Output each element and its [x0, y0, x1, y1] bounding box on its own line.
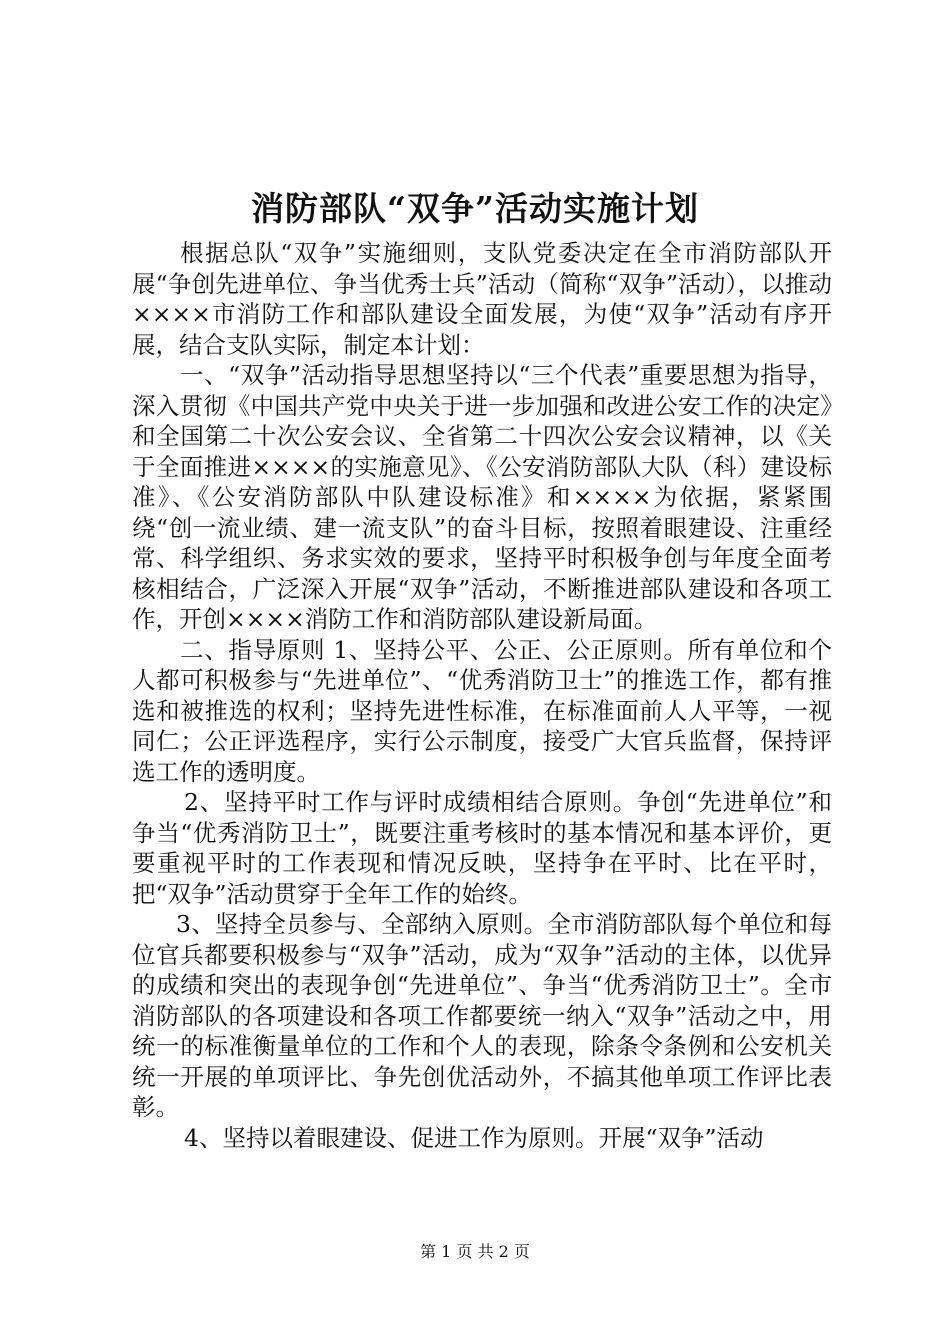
paragraph-principle-4: 4、坚持以着眼建设、促进工作为原则。开展“双争”活动 [184, 1123, 764, 1152]
page-footer: 第 1 页 共 2 页 [420, 1242, 530, 1261]
paragraph-guiding-principles: 二、指导原则 1、坚持公平、公正、公正原则。所有单位和个人都可积极参与“先进单位”、“优秀消防卫士”的推选工作，都有推选和被推选的权利；坚持先进性标准，在标准面前人人平等，一视同仁；公正评选程序，实行公示制度，接受广大官兵监督，保持评选工作的透明度。 [132, 635, 832, 786]
document-title: 消防部队“双争”活动实施计划 [251, 189, 699, 228]
paragraph-principle-3: 3、坚持全员参与、全部纳入原则。全市消防部队每个单位和每位官兵都要积极参与“双争”活动，成为“双争”活动的主体，以优异的成绩和突出的表现争创“先进单位”、争当“优秀消防卫士”。全市消防部队的各项建设和各项工作都要统一纳入“双争”活动之中，用统一的标准衡量单位的工作和个人的表现，除条令条例和公安机关统一开展的单项评比、争先创优活动外，不搞其他单项工作评比表彰。 [132, 910, 832, 1121]
paragraph-intro: 根据总队“双争”实施细则，支队党委决定在全市消防部队开展“争创先进单位、争当优秀士兵”活动（简称“双争”活动），以推动××××市消防工作和部队建设全面发展，为使“双争”活动有序开展，结合支队实际，制定本计划： [132, 239, 832, 359]
paragraph-principle-2: 2、坚持平时工作与评时成绩相结合原则。争创“先进单位”和争当“优秀消防卫士”，既要注重考核时的基本情况和基本评价，更要重视平时的工作表现和情况反映，坚持争在平时、比在平时，把“双争”活动贯穿于全年工作的始终。 [132, 788, 832, 908]
document-body [132, 238, 832, 1153]
paragraph-guiding-ideology: 一、“双争”活动指导思想坚持以“三个代表”重要思想为指导，深入贯彻《中国共产党中央关于进一步加强和改进公安工作的决定》和全国第二十次公安会议、全省第二十四次公安会议精神，以《关于全面推进××××的实施意见》、《公安消防部队大队（科）建设标准》、《公安消防部队中队建设标准》和××××为依据，紧紧围绕“创一流业绩、建一流支队”的奋斗目标，按照着眼建设、注重经常、科学组织、务求实效的要求，坚持平时积极争创与年度全面考核相结合，广泛深入开展“双争”活动，不断推进部队建设和各项工作，开创××××消防工作和消防部队建设新局面。 [132, 361, 832, 633]
